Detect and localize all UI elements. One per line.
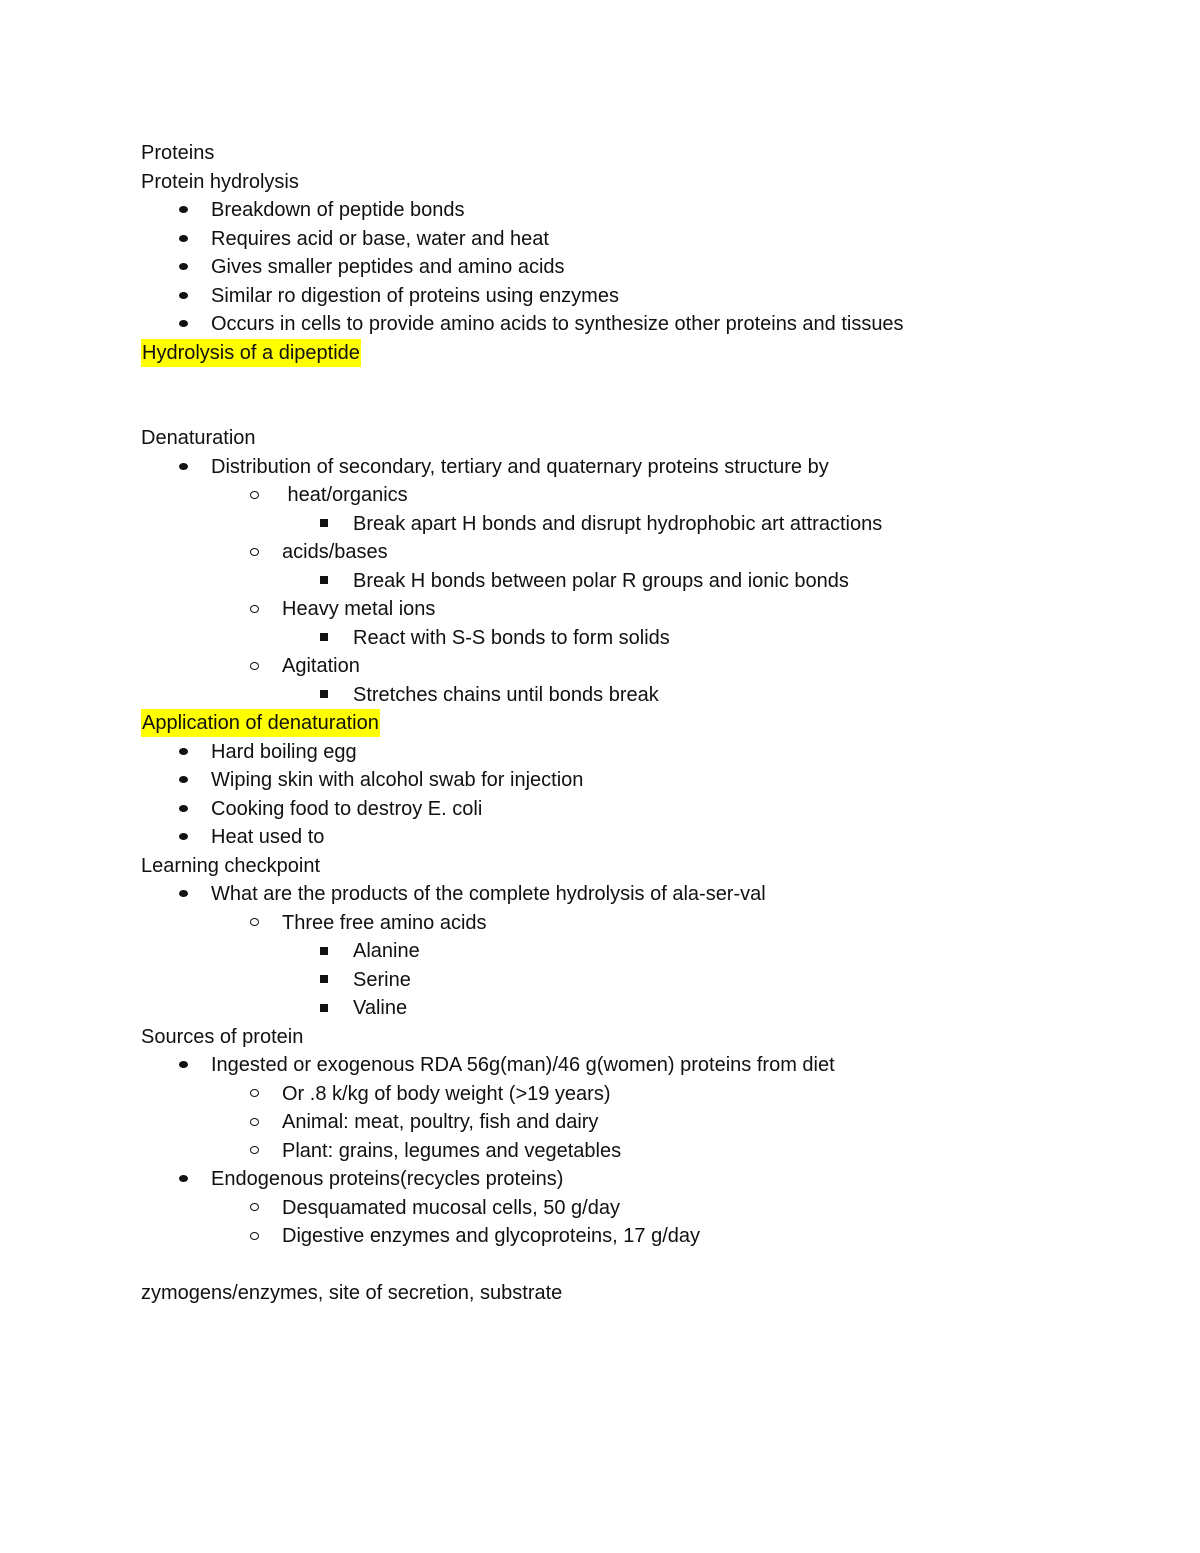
square-bullet-icon <box>314 681 334 709</box>
line-text: zymogens/enzymes, site of secretion, substrate <box>141 1282 563 1304</box>
bullet-icon <box>173 823 193 851</box>
line-text: What are the products of the complete hydrolysis of ala-ser-val <box>211 883 766 905</box>
bullet-icon <box>173 196 193 224</box>
line-text: Agitation <box>282 655 360 677</box>
circle-bullet-icon <box>244 1137 264 1165</box>
line-text: Digestive enzymes and glycoproteins, 17 g/day <box>282 1225 701 1247</box>
line-text: Occurs in cells to provide amino acids to synthesize other proteins and tissues <box>211 313 904 335</box>
circle-bullet-icon <box>244 909 264 937</box>
bullet-icon <box>173 282 193 310</box>
line-text: Denaturation <box>141 427 256 449</box>
circle-bullet-icon <box>244 595 264 623</box>
bullet-icon <box>173 1165 193 1193</box>
line-text: Similar ro digestion of proteins using enzymes <box>211 284 619 307</box>
line-text: Sources of protein <box>141 1025 304 1048</box>
bullet-icon <box>173 253 193 281</box>
bullet-icon <box>173 880 193 908</box>
square-bullet-icon <box>314 937 334 965</box>
bullet-icon <box>173 795 193 823</box>
bullet-icon <box>173 766 193 794</box>
circle-bullet-icon <box>244 481 264 509</box>
circle-bullet-icon <box>244 538 264 566</box>
line-text: Or .8 k/kg of body weight (>19 years) <box>282 1082 611 1105</box>
line-text: Three free amino acids <box>282 911 487 934</box>
circle-bullet-icon <box>244 1108 264 1136</box>
square-bullet-icon <box>314 994 334 1022</box>
line-text: Hard boiling egg <box>211 740 357 763</box>
square-bullet-icon <box>314 624 334 652</box>
square-bullet-icon <box>314 510 334 538</box>
square-bullet-icon <box>314 567 334 595</box>
line-text: React with S-S bonds to form solids <box>353 626 670 649</box>
line-text: Alanine <box>353 940 420 962</box>
bullet-icon <box>173 225 193 253</box>
line-text: Endogenous proteins(recycles proteins) <box>211 1168 564 1190</box>
line-text: Valine <box>353 997 408 1019</box>
bullet-icon <box>173 310 193 338</box>
line-text: Heat used to <box>211 826 325 848</box>
line-text: Requires acid or base, water and heat <box>211 227 549 250</box>
line-text: Break apart H bonds and disrupt hydrophobic art attractions <box>353 512 883 535</box>
square-bullet-icon <box>314 966 334 994</box>
line-text: Wiping skin with alcohol swab for injection <box>211 769 584 791</box>
line-text: Proteins <box>141 142 215 164</box>
line-text: Stretches chains until bonds break <box>353 683 659 706</box>
bullet-icon <box>173 453 193 481</box>
line-text: Cooking food to destroy E. coli <box>211 797 483 820</box>
line-text: heat/organics <box>282 484 408 506</box>
bullet-icon <box>173 1051 193 1079</box>
line-text: Gives smaller peptides and amino acids <box>211 256 565 278</box>
line-text: Plant: grains, legumes and vegetables <box>282 1139 622 1162</box>
line-text: Ingested or exogenous RDA 56g(man)/46 g(women) proteins from diet <box>211 1054 835 1076</box>
line-text: Breakdown of peptide bonds <box>211 199 465 221</box>
line-text: Heavy metal ions <box>282 598 436 620</box>
line-text: Animal: meat, poultry, fish and dairy <box>282 1111 599 1133</box>
line-text: Desquamated mucosal cells, 50 g/day <box>282 1196 620 1219</box>
highlighted-heading: Application of denaturation <box>141 709 380 737</box>
line-text: Learning checkpoint <box>141 854 321 877</box>
highlighted-heading: Hydrolysis of a dipeptide <box>141 339 361 367</box>
line-text: Break H bonds between polar R groups and ionic bonds <box>353 569 849 592</box>
circle-bullet-icon <box>244 652 264 680</box>
line-text: Distribution of secondary, tertiary and quaternary proteins structure by <box>211 455 829 478</box>
line-text: Serine <box>353 968 411 991</box>
line-text: acids/bases <box>282 541 388 563</box>
circle-bullet-icon <box>244 1222 264 1250</box>
circle-bullet-icon <box>244 1080 264 1108</box>
circle-bullet-icon <box>244 1194 264 1222</box>
line-text: Protein hydrolysis <box>141 170 299 193</box>
bullet-icon <box>173 738 193 766</box>
